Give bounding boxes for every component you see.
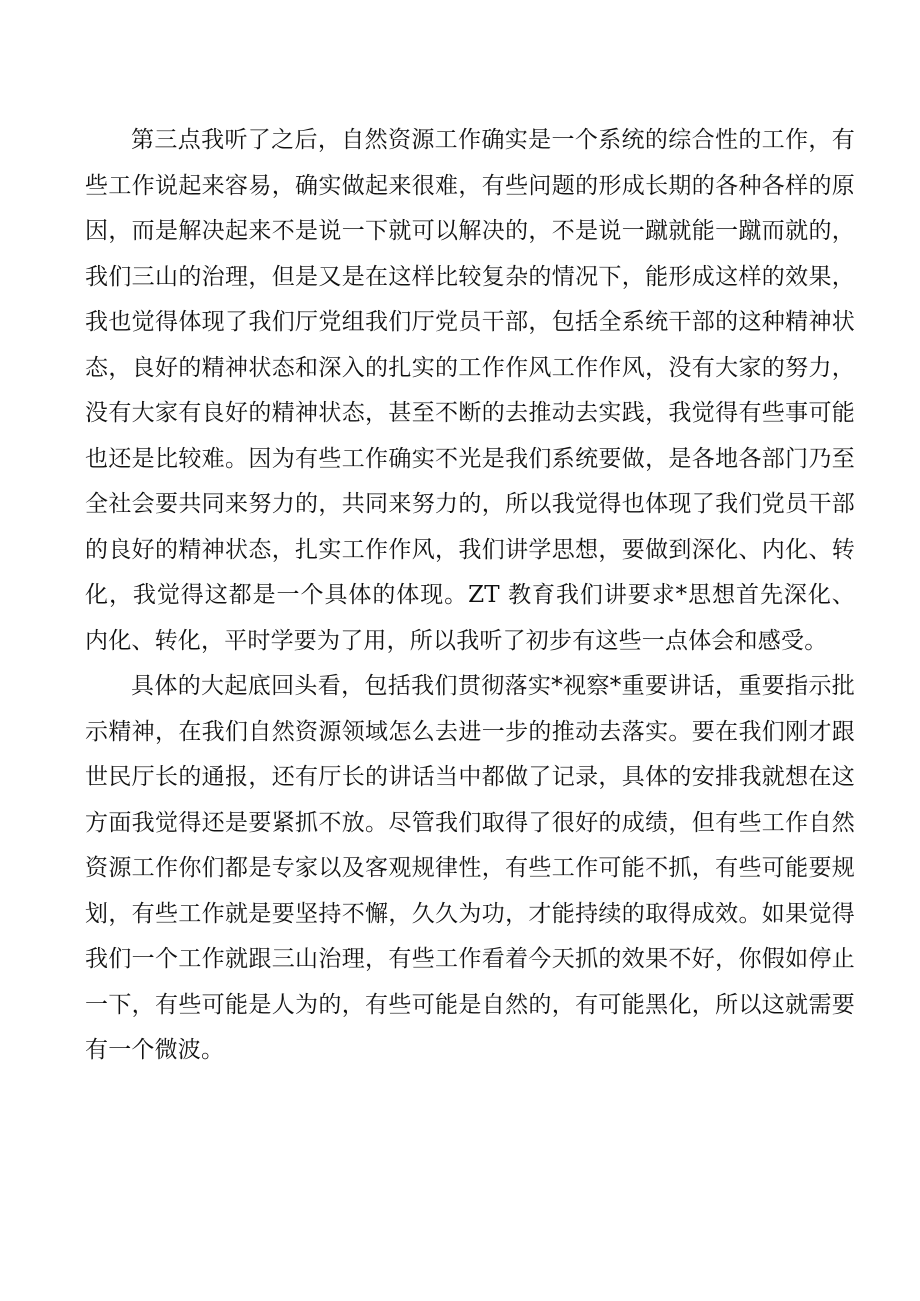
paragraph-1: 第三点我听了之后，自然资源工作确实是一个系统的综合性的工作，有些工作说起来容易，确实做起来很难，有些问题的形成长期的各种各样的原因，而是解决起来不是说一下就可以解决的，不是说一蹴就能一蹴而就的，我们三山的治理，但是又是在这样比较复杂的情况下，能形成这样的效果，我也觉得体现了我们厅党组我们厅党员干部，包括全系统干部的这种精神状态，良好的精神状态和深入的扎实的工作作风工作作风，没有大家的努力，没有大家有良好的精神状态，甚至不断的去推动去实践，我觉得有些事可能也还是比较难。因为有些工作确实不光是我们系统要做，是各地各部门乃至全社会要共同来努力的，共同来努力的，所以我觉得也体现了我们党员干部的良好的精神状态，扎实工作作风，我们讲学思想，要做到深化、内化、转化，我觉得这都是一个具体的体现。ZT 教育我们讲要求*思想首先深化、内化、转化，平时学要为了用，所以我听了初步有这些一点体会和感受。 [85,127,855,654]
document-body [85,118,855,1074]
paragraph-2: 具体的大起底回头看，包括我们贯彻落实*视察*重要讲话，重要指示批示精神，在我们自然资源领域怎么去进一步的推动去落实。要在我们刚才跟世民厅长的通报，还有厅长的讲话当中都做了记录，具体的安排我就想在这方面我觉得还是要紧抓不放。尽管我们取得了很好的成绩，但有些工作自然资源工作你们都是专家以及客观规律性，有些工作可能不抓，有些可能要规划，有些工作就是要坚持不懈，久久为功，才能持续的取得成效。如果觉得我们一个工作就跟三山治理，有些工作看着今天抓的效果不好，你假如停止一下，有些可能是人为的，有些可能是自然的，有可能黑化，所以这就需要有一个微波。 [85,673,855,1063]
